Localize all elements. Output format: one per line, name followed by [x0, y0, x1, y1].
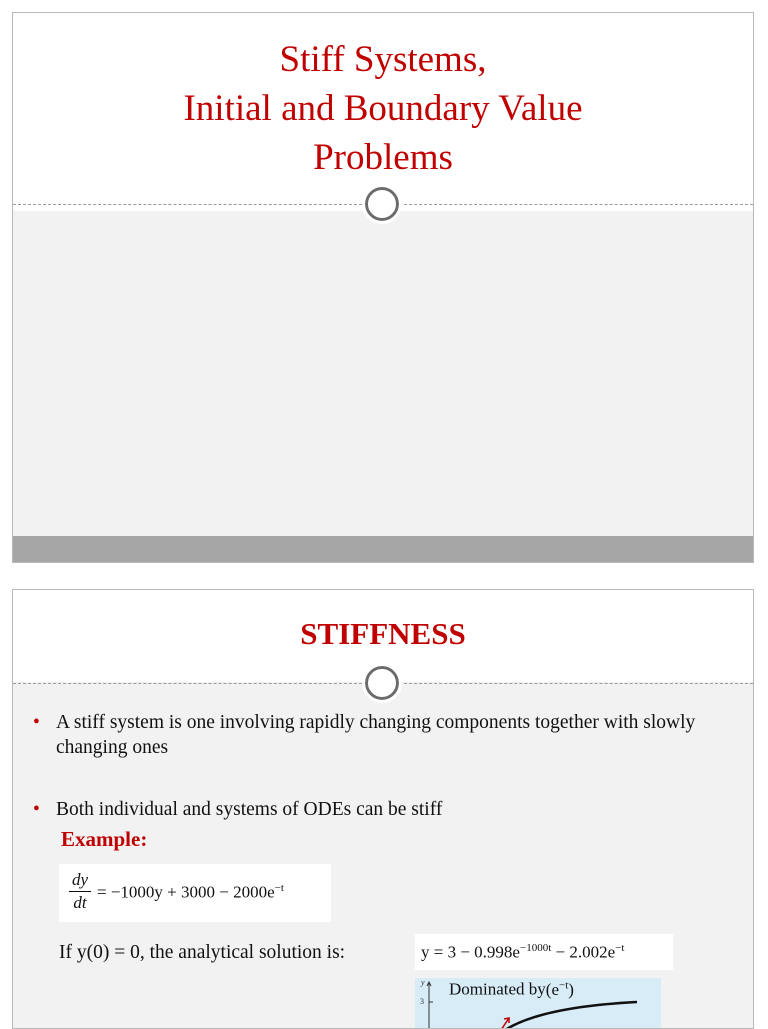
fraction-denominator: dt	[73, 893, 87, 912]
y-axis-label: y	[421, 978, 425, 987]
example-label: Example:	[61, 827, 148, 851]
solution-part-1: y = 3 − 0.998e	[421, 942, 520, 962]
title-slide	[12, 12, 754, 563]
dominated-term-base: (e	[545, 979, 560, 999]
slide-title: STIFFNESS	[300, 616, 466, 651]
stiffness-slide	[12, 589, 754, 1029]
dominated-term-close: )	[568, 979, 574, 999]
solution-part-2: − 2.002e	[551, 942, 616, 962]
bullet-text: A stiff system is one involving rapidly changing components together with slowly changing ones	[56, 712, 696, 758]
analytical-solution	[415, 934, 673, 970]
circle-ornament-icon	[365, 666, 399, 700]
bullet-text: Both individual and systems of ODEs can be stiff	[56, 799, 443, 820]
dominated-text: Dominated by	[449, 979, 546, 999]
dominated-term	[546, 980, 574, 999]
solution-exp-2: −t	[615, 942, 625, 954]
rhs-base: = −1000y + 3000 − 2000e	[97, 882, 275, 902]
solution-expression	[421, 942, 624, 963]
title-area	[13, 13, 753, 211]
condition-text: If y(0) = 0, the analytical solution is:	[59, 942, 346, 963]
differential-equation	[59, 864, 331, 922]
bullet-dot-icon: •	[33, 799, 40, 820]
fraction-bar	[69, 891, 91, 892]
fraction-numerator: dy	[71, 870, 89, 889]
title-line-3: Problems	[313, 137, 453, 178]
derivative-fraction	[69, 870, 91, 913]
bullet-dot-icon: •	[33, 712, 40, 733]
solution-curve	[495, 1002, 637, 1029]
equation-rhs	[97, 882, 284, 903]
footer-bar	[13, 536, 753, 562]
dominated-annotation	[449, 979, 574, 1000]
circle-ornament-icon	[365, 187, 399, 221]
y-tick-label: 3	[420, 997, 424, 1006]
slide-title	[13, 35, 753, 182]
solution-graph	[415, 978, 661, 1029]
title-line-2: Initial and Boundary Value	[183, 88, 583, 129]
title-line-1: Stiff Systems,	[279, 39, 487, 80]
rhs-exponent: −t	[274, 882, 284, 894]
solution-exp-1: −1000t	[519, 942, 552, 954]
dominated-term-exponent: −t	[559, 979, 569, 991]
